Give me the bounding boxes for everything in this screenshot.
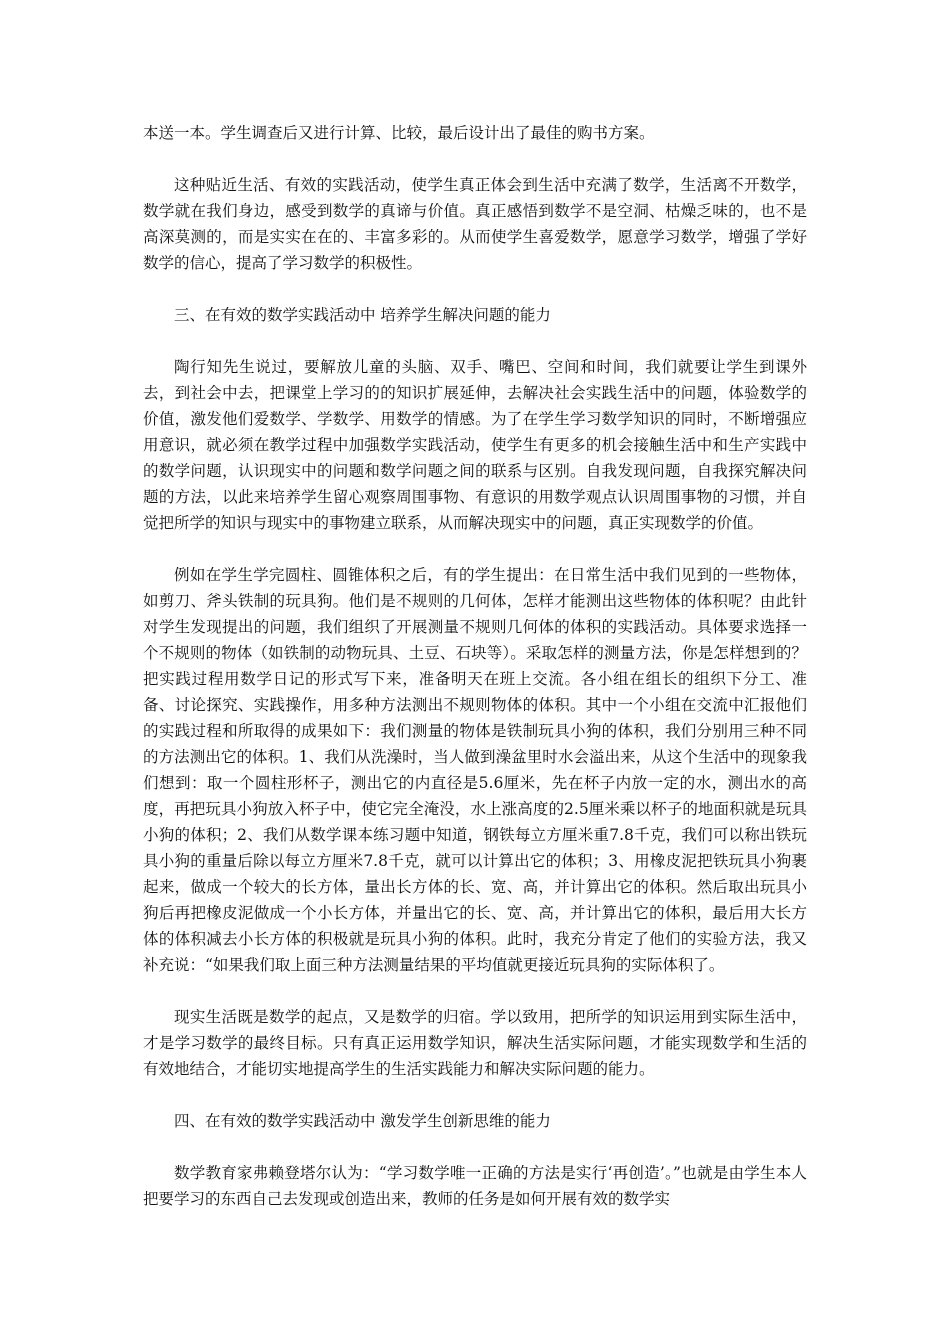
paragraph-intro: 本送一本。学生调查后又进行计算、比较，最后设计出了最佳的购书方案。: [143, 124, 655, 142]
paragraph-tao-xingzhi: 陶行知先生说过，要解放儿童的头脑、双手、嘴巴、空间和时间，我们就要让学生到课外去，到社会中去，把课堂上学习的的知识扩展延伸，去解决社会实践生活中的问题，体验数学的价值，激发他们爱数学、学数学、用数学的情感。为了在学生学习数学知识的同时，不断增强应用意识，就必须在教学过程中加强数学实践活动，使学生有更多的机会接触生活中和生产实践中的数学问题，认识现实中的问题和数学问题之间的联系与区别。自我发现问题，自我探究解决问题的方法，以此来培养学生留心观察周围事物、有意识的用数学观点认识周围事物的习惯，并自觉把所学的知识与现实中的事物建立联系，从而解决现实中的问题，真正实现数学的价值。: [143, 358, 807, 532]
paragraph-real-life: 现实生活既是数学的起点，又是数学的归宿。学以致用，把所学的知识运用到实际生活中，才是学习数学的最终目标。只有真正运用数学知识，解决生活实际问题，才能实现数学和生活的有效地结合，才能切实地提高学生的生活实践能力和解决实际问题的能力。: [143, 1008, 807, 1078]
paragraph-freudenthal: 数学教育家弗赖登塔尔认为：“学习数学唯一正确的方法是实行‘再创造’。”也就是由学生本人把要学习的东西自己去发现或创造出来，教师的任务是如何开展有效的数学实: [143, 1164, 807, 1208]
section-heading-four: 四、在有效的数学实践活动中 激发学生创新思维的能力: [174, 1112, 551, 1130]
section-heading-three: 三、在有效的数学实践活动中 培养学生解决问题的能力: [174, 306, 551, 324]
paragraph-practice-value: 这种贴近生活、有效的实践活动，使学生真正体会到生活中充满了数学，生活离不开数学，数学就在我们身边，感受到数学的真谛与价值。真正感悟到数学不是空洞、枯燥乏味的，也不是高深莫测的，而是实实在在的、丰富多彩的。从而使学生喜爱数学，愿意学习数学，增强了学好数学的信心，提高了学习数学的积极性。: [143, 176, 807, 272]
document-page: [143, 120, 807, 1238]
paragraph-example-volume: 例如在学生学完圆柱、圆锥体积之后，有的学生提出：在日常生活中我们见到的一些物体，如剪刀、斧头铁制的玩具狗。他们是不规则的几何体，怎样才能测出这些物体的体积呢？由此针对学生发现提出的问题，我们组织了开展测量不规则几何体的体积的实践活动。具体要求选择一个不规则的物体（如铁制的动物玩具、土豆、石块等）。采取怎样的测量方法，你是怎样想到的？把实践过程用数学日记的形式写下来，准备明天在班上交流。各小组在组长的组织下分工、准备、讨论探究、实践操作，用多种方法测出不规则物体的体积。其中一个小组在交流中汇报他们的实践过程和所取得的成果如下：我们测量的物体是铁制玩具小狗的体积，我们分别用三种不同的方法测出它的体积。1、我们从洗澡时，当人做到澡盆里时水会溢出来，从这个生活中的现象我们想到：取一个圆柱形杯子，测出它的内直径是5.6厘米，先在杯子内放一定的水，测出水的高度，再把玩具小狗放入杯子中，使它完全淹没，水上涨高度的2.5厘米乘以杯子的地面积就是玩具小狗的体积；2、我们从数学课本练习题中知道，钢铁每立方厘米重7.8千克，我们可以称出铁玩具小狗的重量后除以每立方厘米7.8千克，就可以计算出它的体积；3、用橡皮泥把铁玩具小狗裹起来，做成一个较大的长方体，量出长方体的长、宽、高，并计算出它的体积。然后取出玩具小狗后再把橡皮泥做成一个小长方体，并量出它的长、宽、高，并计算出它的体积，最后用大长方体的体积减去小长方体的积极就是玩具小狗的体积。此时，我充分肯定了他们的实验方法，我又补充说：“如果我们取上面三种方法测量结果的平均值就更接近玩具狗的实际体积了。: [143, 566, 807, 974]
